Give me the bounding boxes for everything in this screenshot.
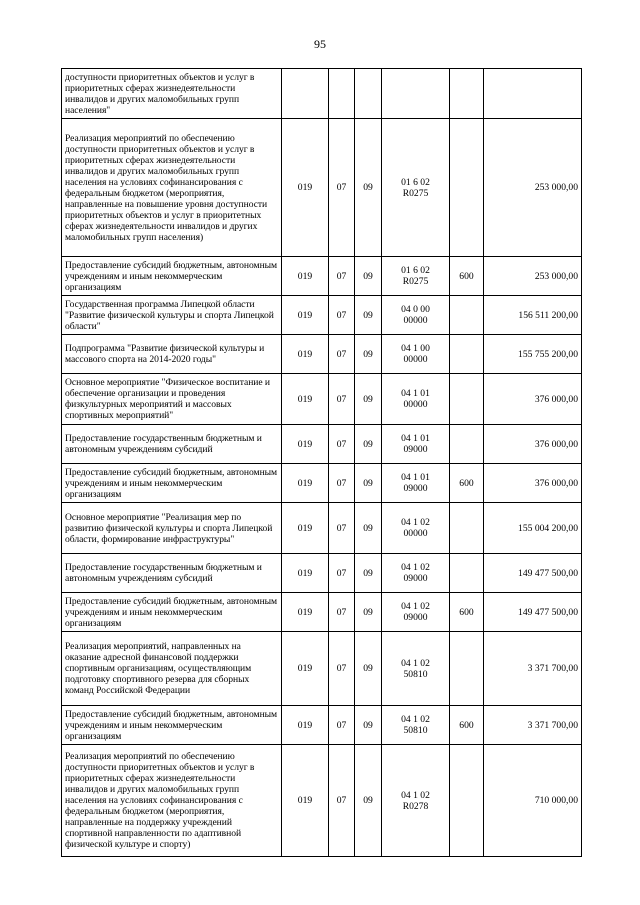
cell-pr: 09: [355, 425, 382, 464]
table-row: [62, 296, 582, 335]
cell-gr: 019: [282, 464, 329, 503]
cell-pr: 09: [355, 257, 382, 296]
cell-pr: 09: [355, 593, 382, 632]
cell-name: Основное мероприятие "Физическое воспитание и обеспечение организации и проведения физкультурных мероприятий и массовых спортивных мероприятий": [62, 374, 282, 425]
cell-gr: 019: [282, 257, 329, 296]
table-row: [62, 425, 582, 464]
cell-sum: 253 000,00: [484, 119, 582, 257]
cell-gr: 019: [282, 503, 329, 554]
cell-name: Предоставление государственным бюджетным и автономным учреждениям субсидий: [62, 425, 282, 464]
cell-pr: 09: [355, 335, 382, 374]
cell-csr: 04 1 02 R0278: [382, 745, 450, 857]
cell-vr: [450, 425, 484, 464]
cell-sum: [484, 69, 582, 119]
cell-rz: 07: [329, 296, 355, 335]
table-row: [62, 593, 582, 632]
cell-rz: 07: [329, 503, 355, 554]
cell-sum: 376 000,00: [484, 374, 582, 425]
table-row: [62, 257, 582, 296]
cell-csr: 04 1 01 09000: [382, 464, 450, 503]
cell-name: Предоставление субсидий бюджетным, автономным учреждениям и иным некоммерческим организациям: [62, 593, 282, 632]
cell-vr: [450, 296, 484, 335]
cell-vr: 600: [450, 464, 484, 503]
cell-pr: 09: [355, 706, 382, 745]
page-number: 95: [314, 37, 326, 51]
cell-name: Предоставление субсидий бюджетным, автономным учреждениям и иным некоммерческим организациям: [62, 706, 282, 745]
cell-sum: 253 000,00: [484, 257, 582, 296]
cell-csr: 04 1 01 00000: [382, 374, 450, 425]
cell-vr: 600: [450, 257, 484, 296]
cell-sum: 156 511 200,00: [484, 296, 582, 335]
cell-rz: 07: [329, 745, 355, 857]
cell-sum: 3 371 700,00: [484, 632, 582, 706]
cell-sum: 376 000,00: [484, 464, 582, 503]
cell-csr: 04 1 00 00000: [382, 335, 450, 374]
cell-vr: 600: [450, 706, 484, 745]
cell-pr: 09: [355, 554, 382, 593]
cell-sum: 149 477 500,00: [484, 593, 582, 632]
cell-csr: 04 1 02 09000: [382, 593, 450, 632]
cell-gr: 019: [282, 706, 329, 745]
cell-csr: 01 6 02 R0275: [382, 257, 450, 296]
table-row: [62, 554, 582, 593]
cell-name: Предоставление субсидий бюджетным, автономным учреждениям и иным некоммерческим организациям: [62, 464, 282, 503]
cell-name: Подпрограмма "Развитие физической культуры и массового спорта на 2014-2020 годы": [62, 335, 282, 374]
cell-name: Государственная программа Липецкой области "Развитие физической культуры и спорта Липецкой области": [62, 296, 282, 335]
cell-csr: 04 1 02 50810: [382, 706, 450, 745]
cell-sum: 376 000,00: [484, 425, 582, 464]
table-row: [62, 335, 582, 374]
cell-csr: 04 1 02 09000: [382, 554, 450, 593]
table-row: [62, 745, 582, 857]
cell-name: Предоставление государственным бюджетным и автономным учреждениям субсидий: [62, 554, 282, 593]
cell-rz: 07: [329, 464, 355, 503]
cell-name: Реализация мероприятий по обеспечению доступности приоритетных объектов и услуг в приоритетных сферах жизнедеятельности инвалидов и других маломобильных групп населения на условиях софинансирования с федеральным бюджетом (мероприятия, направленные на повышение уровня доступности приоритетных объектов и услуг в приоритетных сферах жизнедеятельности инвалидов и других маломобильных групп населения): [62, 119, 282, 257]
cell-csr: 01 6 02 R0275: [382, 119, 450, 257]
cell-pr: 09: [355, 632, 382, 706]
cell-name: Реализация мероприятий, направленных на оказание адресной финансовой поддержки спортивным организациям, осуществляющим подготовку спортивного резерва для сборных команд Российской Федерации: [62, 632, 282, 706]
table-row: [62, 503, 582, 554]
cell-vr: [450, 119, 484, 257]
cell-gr: 019: [282, 296, 329, 335]
cell-sum: 155 004 200,00: [484, 503, 582, 554]
cell-gr: 019: [282, 593, 329, 632]
cell-pr: 09: [355, 503, 382, 554]
cell-vr: [450, 554, 484, 593]
cell-vr: [450, 745, 484, 857]
cell-name: Предоставление субсидий бюджетным, автономным учреждениям и иным некоммерческим организациям: [62, 257, 282, 296]
cell-csr: 04 1 01 09000: [382, 425, 450, 464]
table-row: [62, 464, 582, 503]
cell-vr: [450, 632, 484, 706]
cell-rz: [329, 69, 355, 119]
table-row: [62, 69, 582, 119]
cell-gr: 019: [282, 554, 329, 593]
cell-name: Реализация мероприятий по обеспечению доступности приоритетных объектов и услуг в приоритетных сферах жизнедеятельности инвалидов и других маломобильных групп населения на условиях софинансирования с федеральным бюджетом (мероприятия, направленные на поддержку учреждений спортивной направленности по адаптивной физической культуре и спорту): [62, 745, 282, 857]
table-row: [62, 374, 582, 425]
cell-rz: 07: [329, 632, 355, 706]
cell-gr: 019: [282, 374, 329, 425]
cell-pr: 09: [355, 745, 382, 857]
cell-rz: 07: [329, 335, 355, 374]
cell-pr: [355, 69, 382, 119]
cell-gr: 019: [282, 745, 329, 857]
cell-gr: 019: [282, 632, 329, 706]
cell-pr: 09: [355, 464, 382, 503]
table-row: [62, 119, 582, 257]
cell-sum: 3 371 700,00: [484, 706, 582, 745]
cell-csr: 04 1 02 00000: [382, 503, 450, 554]
cell-vr: [450, 374, 484, 425]
cell-csr: 04 1 02 50810: [382, 632, 450, 706]
cell-csr: [382, 69, 450, 119]
cell-gr: 019: [282, 119, 329, 257]
cell-csr: 04 0 00 00000: [382, 296, 450, 335]
cell-gr: 019: [282, 335, 329, 374]
cell-gr: [282, 69, 329, 119]
cell-rz: 07: [329, 119, 355, 257]
cell-vr: [450, 335, 484, 374]
cell-rz: 07: [329, 554, 355, 593]
cell-gr: 019: [282, 425, 329, 464]
table-row: [62, 706, 582, 745]
cell-rz: 07: [329, 593, 355, 632]
cell-pr: 09: [355, 119, 382, 257]
table-row: [62, 632, 582, 706]
cell-vr: 600: [450, 593, 484, 632]
cell-vr: [450, 69, 484, 119]
budget-table: [61, 68, 582, 857]
cell-pr: 09: [355, 296, 382, 335]
cell-rz: 07: [329, 425, 355, 464]
cell-sum: 155 755 200,00: [484, 335, 582, 374]
cell-pr: 09: [355, 374, 382, 425]
budget-table-body: [62, 69, 582, 857]
cell-name: Основное мероприятие "Реализация мер по развитию физической культуры и спорта Липецкой области, формирование инфраструктуры": [62, 503, 282, 554]
cell-vr: [450, 503, 484, 554]
cell-name: доступности приоритетных объектов и услуг в приоритетных сферах жизнедеятельности инвалидов и других маломобильных групп населения": [62, 69, 282, 119]
cell-sum: 149 477 500,00: [484, 554, 582, 593]
cell-sum: 710 000,00: [484, 745, 582, 857]
cell-rz: 07: [329, 257, 355, 296]
cell-rz: 07: [329, 706, 355, 745]
cell-rz: 07: [329, 374, 355, 425]
